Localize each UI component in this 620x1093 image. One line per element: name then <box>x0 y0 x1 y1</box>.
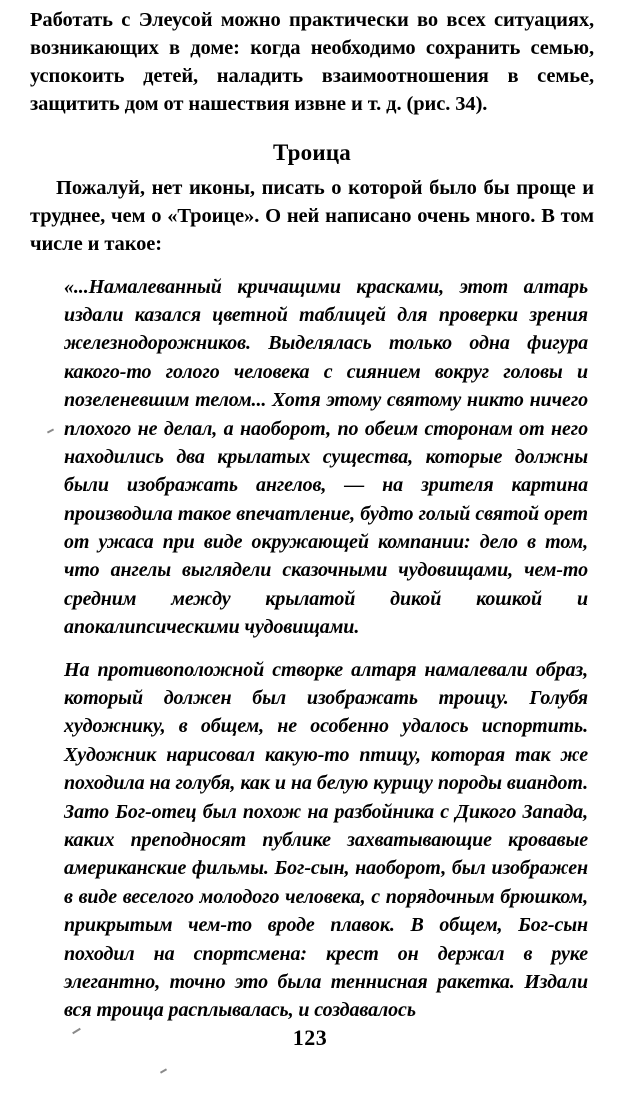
quotation-block <box>30 273 594 1025</box>
page-number: 123 <box>292 1025 328 1050</box>
quote-paragraph-2: На противоположной створке алтаря намалевали образ, который должен был изображать троицу. Голубя художнику, в общем, не особенно удалось испортить. Художник нарисовал какую-то птицу, которая так же походила на голубя, как и на белую курицу породы виандот. Зато Бог-отец был похож на разбойника с Дикого Запада, каких преподносят публике захватывающие кровавые американские фильмы. Бог-сын, наоборот, был изображен в виде веселого молодого человека, с порядочным брюшком, прикрытым чем-то вроде плавок. В общем, Бог-сын походил на спортсмена: крест он держал в руке элегантно, точно это была теннисная ракетка. Издали вся троица расплывалась, и создавалось <box>64 658 588 1022</box>
lead-paragraph: Пожалуй, нет иконы, писать о которой было бы проще и труднее, чем о «Троице». О ней написано очень много. В том числе и такое: <box>30 177 594 256</box>
intro-paragraph: Работать с Элеусой можно практически во всех ситуациях, возникающих в доме: когда необходимо сохранить семью, успокоить детей, наладить взаимоотношения в семье, защитить дом от нашествия извне и т. д. (рис. 34). <box>30 9 594 116</box>
scan-speck <box>160 1068 167 1073</box>
section-title: Троица <box>273 140 351 166</box>
quote-paragraph-1: «...Намалеванный кричащими красками, этот алтарь издали казался цветной таблицей для проверки зрения железнодорожников. Выделялась только одна фигура какого-то голого человека с сиянием вокруг головы и позеленевшим телом... Хотя этому святому никто ничего плохого не делал, а наоборот, по обеим сторонам от него находились два крылатых существа, которые должны были изображать ангелов, — на зрителя картина производила такое впечатление, будто голый святой орет от ужаса при виде окружающей компании: дело в том, что ангелы выглядели сказочными чудовищами, чем-то средним между крылатой дикой кошкой и апокалипсическими чудовищами. <box>64 275 588 639</box>
